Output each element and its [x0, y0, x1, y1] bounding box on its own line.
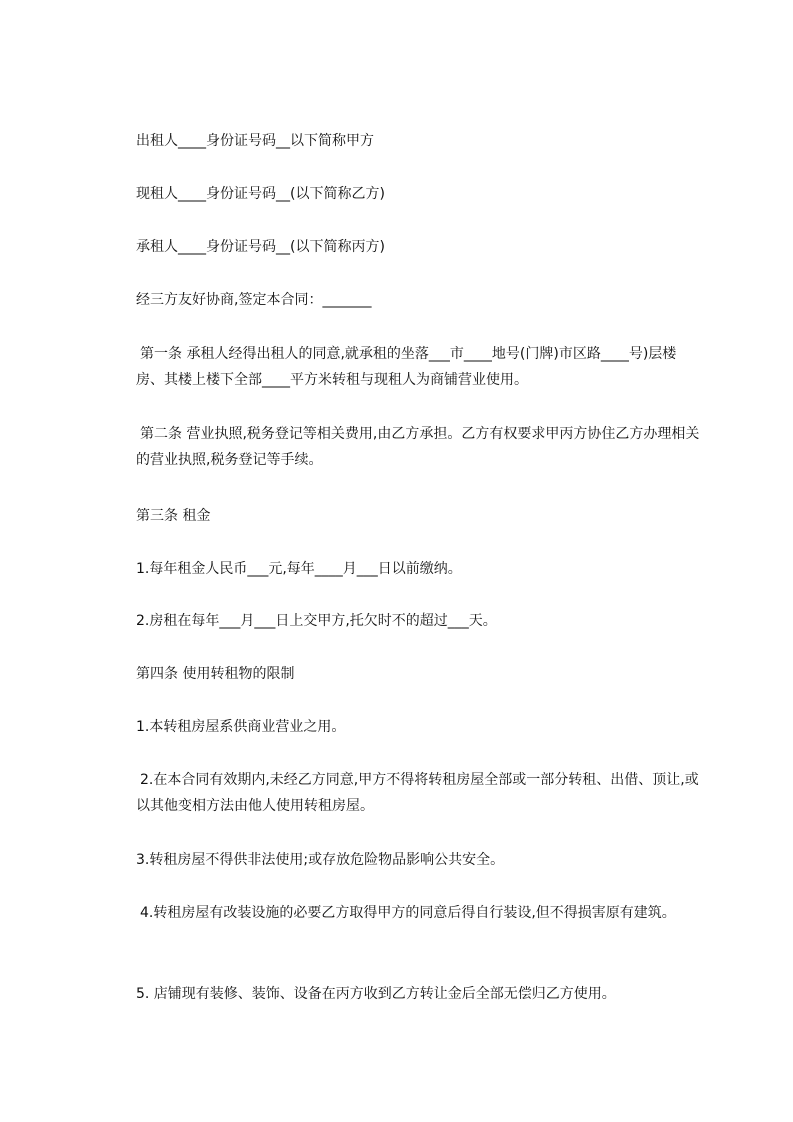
article-3-item-1: 1.每年租金人民币___元,每年____月___日以前缴纳。: [136, 561, 462, 577]
article-3-heading: 第三条 租金: [136, 508, 211, 524]
article-4-item-2: 2.在本合同有效期内,未经乙方同意,甲方不得将转租房屋全部或一部分转租、出借、顶让,或以其他变相方法由他人使用转租房屋。: [136, 772, 699, 814]
article-4-item-5: 5. 店铺现有装修、装饰、设备在丙方收到乙方转让金后全部无偿归乙方使用。: [136, 986, 616, 1002]
article-4-heading: 第四条 使用转租物的限制: [136, 666, 295, 682]
article-4-item-1: 1.本转租房屋系供商业营业之用。: [136, 719, 346, 735]
lessee-line: 承租人____身份证号码__(以下简称丙方): [136, 239, 385, 255]
article-4-item-4: 4.转租房屋有改装设施的必要乙方取得甲方的同意后得自行装设,但不得损害原有建筑。: [140, 905, 676, 921]
article-3-item-2: 2.房租在每年___月___日上交甲方,托欠时不的超过___天。: [136, 613, 497, 629]
current-tenant-line: 现租人____身份证号码__(以下简称乙方): [136, 186, 385, 202]
article-2: 第二条 营业执照,税务登记等相关费用,由乙方承担。乙方有权要求甲丙方协住乙方办理相关的营业执照,税务登记等手续。: [136, 426, 700, 468]
lessor-line: 出租人____身份证号码__以下简称甲方: [136, 133, 374, 149]
agreement-intro: 经三方友好协商,签定本合同：_______: [136, 292, 372, 308]
article-1: 第一条 承租人经得出租人的同意,就承租的坐落___市____地号(门牌)市区路____号)层楼房、其楼上楼下全部____平方米转租与现租人为商铺营业使用。: [136, 346, 677, 388]
article-4-item-3: 3.转租房屋不得供非法使用;或存放危险物品影响公共安全。: [136, 852, 505, 868]
